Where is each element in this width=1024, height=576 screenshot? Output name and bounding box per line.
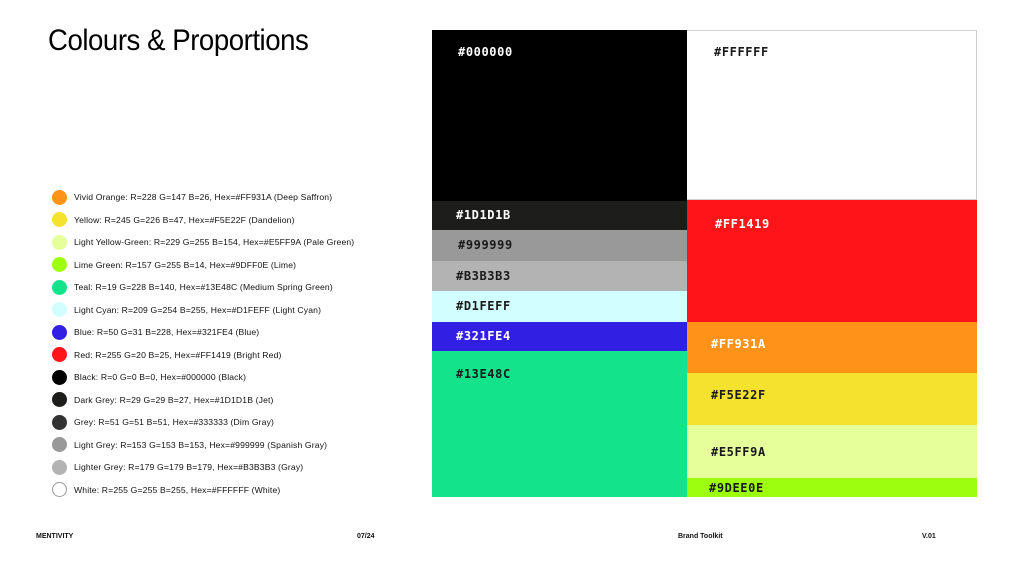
swatch-lighter-grey [52, 460, 67, 475]
block-lime [687, 478, 977, 497]
hex-label: #FFFFFF [714, 45, 769, 59]
hex-label: #999999 [458, 238, 513, 252]
hex-label: #B3B3B3 [456, 269, 511, 283]
block-light-cyan [432, 291, 687, 322]
legend-label: Red: R=255 G=20 B=25, Hex=#FF1419 (Bright Red) [74, 349, 282, 360]
legend-item-black [52, 366, 412, 389]
legend-item-light-cyan [52, 299, 412, 322]
swatch-white [52, 482, 67, 497]
legend-label: Vivid Orange: R=228 G=147 B=26, Hex=#FF931A (Deep Saffron) [74, 192, 333, 203]
hex-label: #E5FF9A [711, 445, 766, 459]
hex-label: #1D1D1B [456, 208, 511, 222]
colour-proportions-grid [432, 30, 977, 497]
swatch-light-cyan [52, 302, 67, 317]
legend-label: Teal: R=19 G=228 B=140, Hex=#13E48C (Medium Spring Green) [74, 282, 333, 293]
footer-brand: MENTIVITY [36, 533, 74, 540]
hex-label: #9DEE0E [709, 481, 764, 495]
legend-item-lime-green [52, 254, 412, 277]
legend-label: Light Grey: R=153 G=153 B=153, Hex=#999999 (Spanish Gray) [74, 439, 328, 450]
block-orange [687, 322, 977, 373]
swatch-grey [52, 415, 67, 430]
block-spanish-gray [432, 230, 687, 261]
legend-label: Lime Green: R=157 G=255 B=14, Hex=#9DFF0E (Lime) [74, 259, 297, 270]
legend-item-light-grey [52, 434, 412, 457]
footer-page-number: 07/24 [357, 533, 375, 540]
legend-label: Black: R=0 G=0 B=0, Hex=#000000 (Black) [74, 372, 247, 383]
legend-item-teal [52, 276, 412, 299]
swatch-teal [52, 280, 67, 295]
block-black [432, 30, 687, 201]
block-red [687, 200, 977, 322]
legend-label: Grey: R=51 G=51 B=51, Hex=#333333 (Dim Gray) [74, 417, 275, 428]
hex-label: #321FE4 [456, 329, 511, 343]
block-yellow [687, 373, 977, 425]
legend-item-red [52, 344, 412, 367]
colour-legend [52, 186, 412, 501]
legend-item-vivid-orange [52, 186, 412, 209]
hex-label: #FF931A [711, 337, 766, 351]
footer-version: V.01 [922, 533, 936, 540]
swatch-red [52, 347, 67, 362]
block-jet [432, 201, 687, 230]
hex-label: #000000 [458, 45, 513, 59]
legend-item-dark-grey [52, 389, 412, 412]
swatch-light-yellow-green [52, 235, 67, 250]
swatch-black [52, 370, 67, 385]
legend-label: Blue: R=50 G=31 B=228, Hex=#321FE4 (Blue) [74, 327, 260, 338]
block-pale-green [687, 425, 977, 478]
swatch-light-grey [52, 437, 67, 452]
legend-label: Dark Grey: R=29 G=29 B=27, Hex=#1D1D1B (Jet) [74, 394, 274, 405]
swatch-dark-grey [52, 392, 67, 407]
block-white [687, 30, 977, 200]
block-gray [432, 261, 687, 291]
block-blue [432, 322, 687, 351]
legend-label: White: R=255 G=255 B=255, Hex=#FFFFFF (White) [74, 484, 281, 495]
legend-item-light-yellow-green [52, 231, 412, 254]
hex-label: #FF1419 [715, 217, 770, 231]
swatch-lime-green [52, 257, 67, 272]
swatch-yellow [52, 212, 67, 227]
legend-item-blue [52, 321, 412, 344]
hex-label: #D1FEFF [456, 299, 511, 313]
legend-label: Light Cyan: R=209 G=254 B=255, Hex=#D1FEFF (Light Cyan) [74, 304, 322, 315]
legend-item-lighter-grey [52, 456, 412, 479]
legend-label: Light Yellow-Green: R=229 G=255 B=154, Hex=#E5FF9A (Pale Green) [74, 237, 355, 248]
footer-section: Brand Toolkit [678, 533, 723, 540]
legend-item-grey [52, 411, 412, 434]
legend-label: Yellow: R=245 G=226 B=47, Hex=#F5E22F (Dandelion) [74, 214, 295, 225]
legend-label: Lighter Grey: R=179 G=179 B=179, Hex=#B3B3B3 (Gray) [74, 462, 304, 473]
hex-label: #13E48C [456, 367, 511, 381]
swatch-blue [52, 325, 67, 340]
block-teal [432, 351, 687, 497]
swatch-vivid-orange [52, 190, 67, 205]
hex-label: #F5E22F [711, 388, 766, 402]
legend-item-yellow [52, 209, 412, 232]
legend-item-white [52, 479, 412, 502]
page-title: Colours & Proportions [48, 24, 309, 57]
